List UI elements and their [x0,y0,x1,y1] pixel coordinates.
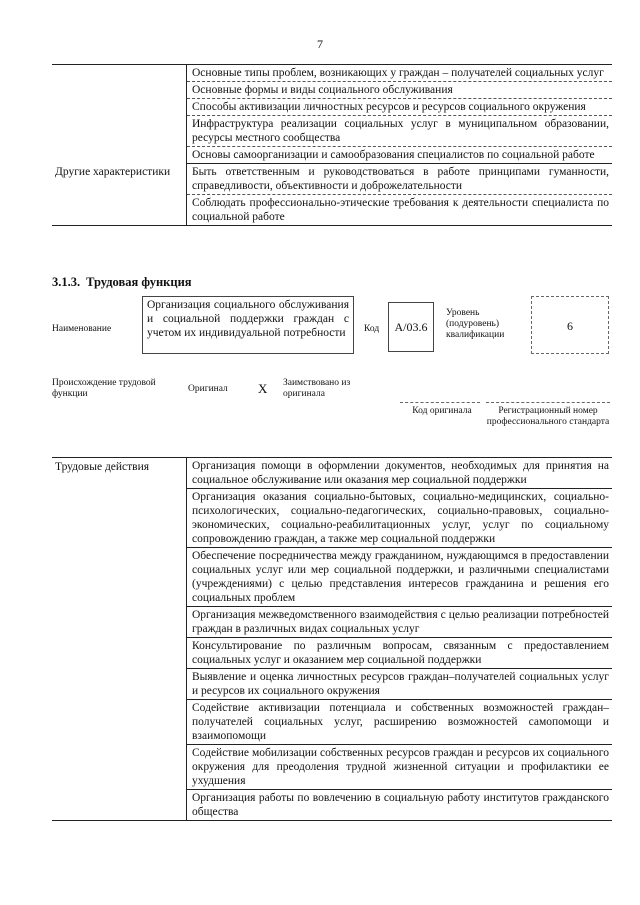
code-value: A/03.6 [388,302,434,352]
labor-action-row: Организация работы по вовлечению в социальную работу институтов гражданского общества [187,790,613,821]
labor-action-row: Содействие мобилизации собственных ресурсов граждан и ресурсов их социального окружения для преодоления трудной жизненной ситуации и профилактики ее ухудшения [187,745,613,790]
labor-action-row: Организация межведомственного взаимодействия с целью реализации потребностей граждан в различных видах социальных услуг [187,607,613,638]
labor-action-row: Организация помощи в оформлении документов, необходимых для принятия на социальное обслуживание или оказания мер социальной поддержки [187,458,613,489]
code-original-box [400,372,480,403]
page-number: 7 [317,37,323,51]
knowledge-row: Основные типы проблем, возникающих у граждан – получателей социальных услуг [187,65,613,82]
other-row: Соблюдать профессионально-этические требования к деятельности специалиста по социальной работе [187,195,613,226]
knowledge-row: Основные формы и виды социального обслуживания [187,82,613,99]
knowledge-table [52,64,612,226]
original-label: Оригинал [188,384,228,394]
section-title: Трудовая функция [86,275,192,289]
other-row: Быть ответственным и руководствоваться в работе принципами гуманности, справедливости, объективности и доброжелательности [187,164,613,195]
labor-action-row: Консультирование по различным вопросам, связанным с предоставлением социальных услуг и оказанием мер социальной поддержки [187,638,613,669]
knowledge-row: Способы активизации личностных ресурсов и ресурсов социального окружения [187,99,613,116]
reg-number-label: Регистрационный номер профессионального стандарта [486,406,610,427]
reg-number-box [486,372,610,403]
original-mark: X [258,381,268,396]
section-number: 3.1.3. [52,275,81,289]
origin-label: Происхождение трудовой функции [52,378,156,399]
level-value: 6 [531,296,609,354]
labor-action-row: Выявление и оценка личностных ресурсов граждан–получателей социальных услуг и ресурсов их социального окружения [187,669,613,700]
labor-action-row: Организация оказания социально-бытовых, социально-медицинских, социально-психологических, социально-педагогических, социально-правовых, социально-экономических, социально-реабилитационных услуг, услуг по социальному сопровождению граждан, а также мер социальной поддержки [187,489,613,548]
other-characteristics-label: Другие характеристики [52,164,187,226]
labor-action-row: Обеспечение посредничества между гражданином, нуждающимся в предоставлении социальных услуг или мер социальной поддержки, и различными специалистами (учреждениями) с целью представления интересов гражданина и решения его социальных проблем [187,548,613,607]
code-original-label: Код оригинала [412,406,472,416]
labor-action-row: Содействие активизации потенциала и собственных возможностей граждан–получателей социальных услуг, расширению возможностей самопомощи и взаимопомощи [187,700,613,745]
labor-actions-label: Трудовые действия [52,458,187,821]
code-label: Код [364,324,380,334]
function-name-box: Организация социального обслуживания и социальной поддержки граждан с учетом их индивидуальной потребности [142,296,354,354]
labor-actions-table [52,457,612,821]
level-label: Уровень (подуровень) квалификации [446,308,505,340]
knowledge-row: Инфраструктура реализации социальных услуг в муниципальном образовании, ресурсы местного сообщества [187,116,613,147]
knowledge-label-cell [52,65,187,164]
borrowed-label: Заимствовано из оригинала [283,378,351,399]
knowledge-row: Основы самоорганизации и самообразования специалистов по социальной работе [187,147,613,164]
name-label: Наименование [52,324,112,334]
section-heading [52,275,192,290]
